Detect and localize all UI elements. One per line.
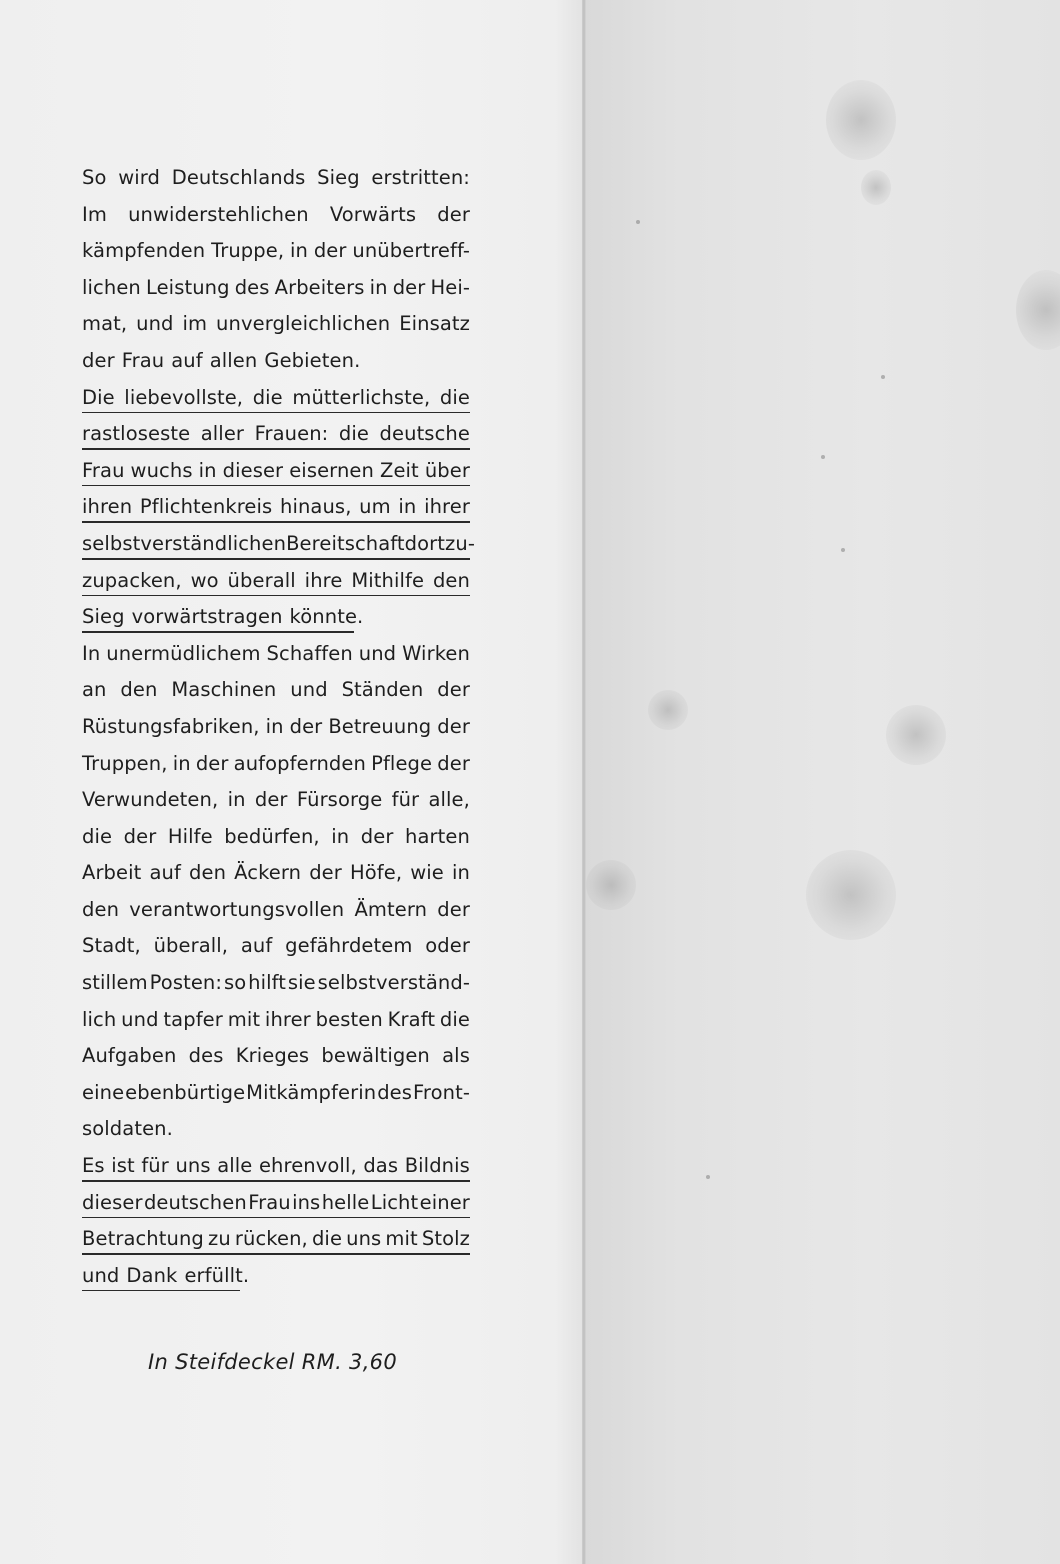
word: deutschen [143,1190,247,1214]
word: Höfe, [349,861,403,885]
word: im [182,312,208,336]
word: Pflichtenkreis [139,495,273,519]
word: ihrer [424,495,470,519]
paper-stain [648,690,688,730]
text-line [82,819,470,856]
word: das [363,1154,399,1178]
word: überall [227,568,296,592]
word: des [234,275,270,299]
word: wird [118,166,161,189]
word: hilft [248,971,286,995]
text-line [82,599,470,636]
word: Bildnis [404,1154,470,1178]
text-line [82,453,470,490]
text-line [82,1258,470,1295]
word: die [82,824,113,848]
text-line [82,197,470,234]
word: Bereitschaft [286,531,405,555]
word: Die [82,385,115,409]
word: der [437,202,470,226]
text-line [82,1221,470,1258]
text-line [82,636,470,673]
word: Verwundeten, [82,788,219,812]
word: selbstverständlichen [82,531,287,555]
word: Krieges [235,1044,310,1068]
word: eine [82,1080,125,1104]
word: Arbeit [82,861,142,885]
word: und [82,1263,120,1287]
text-line [82,1148,470,1185]
word: erstritten: [371,166,470,189]
word: Wirken [402,641,470,665]
word: den [82,897,120,921]
price-line: In Steifdeckel RM. 3,60 [148,1350,397,1374]
word: Truppe, [211,239,285,263]
word: in [227,788,246,812]
word: soldaten. [82,1117,173,1141]
paper-stain [1016,270,1060,350]
word: alle [217,1154,253,1178]
text-line [82,1185,470,1222]
word: Front- [413,1080,470,1104]
paper-stain [586,860,636,910]
word: der [195,751,229,775]
text-line [82,782,470,819]
word: Leistung [145,275,230,299]
body-text [82,160,475,1294]
text-line [82,672,470,709]
word: oder [425,934,470,958]
word: rücken, [234,1227,308,1251]
word: Hei- [430,275,470,299]
word: unvergleichlichen [216,312,391,336]
paper-stain [806,850,896,940]
text-line [82,160,470,197]
word: auf [240,934,273,958]
word: uns [346,1227,382,1251]
word: Stolz [421,1227,470,1251]
word: Mithilfe [351,568,425,592]
word: Fürsorge [296,788,383,812]
text-line [82,892,470,929]
word: den [120,678,158,702]
word: Frauen: [254,422,329,446]
word: deutsche [379,422,470,446]
word: uns [175,1154,211,1178]
text-line [82,1075,470,1112]
text-line [82,306,470,343]
word: liebevollste, [124,385,244,409]
word: Arbeiters [274,275,365,299]
word: In [82,641,101,665]
paper-speck [841,548,845,552]
word: der [437,678,470,702]
word: um [359,495,391,519]
word: für [141,1154,169,1178]
word: bewältigen [321,1044,430,1068]
word: dieser [222,458,284,482]
text-line [82,563,470,600]
word: Schaffen [266,641,353,665]
paper-speck [706,1175,710,1179]
word: aufopfernden [233,751,366,775]
text-line [82,1002,470,1039]
text-line [82,233,470,270]
word: Hilfe [167,824,213,848]
word: Kraft [387,1007,436,1031]
word: zupacken, [82,568,182,592]
word: auf [171,348,203,372]
word: helle [321,1190,370,1214]
word: Betreuung [328,714,432,738]
word: alle, [428,788,470,812]
word: in [331,824,350,848]
word: Im [82,202,107,226]
word: So [82,166,107,189]
word: Ständen [341,678,424,702]
word: und [358,641,397,665]
word: Sieg [82,605,125,629]
word: in [265,714,284,738]
word: Deutschlands [171,166,306,189]
word: in [398,495,417,519]
word: besten [315,1007,383,1031]
word: Posten: [149,971,223,995]
word: Vorwärts [329,202,417,226]
word: mit [385,1227,418,1251]
word: zu- [445,531,475,555]
word: ebenbürtige [125,1080,246,1104]
text-line [82,416,470,453]
word: ehrenvoll, [258,1154,357,1178]
text-line [82,928,470,965]
paragraph [82,160,470,380]
word: mat, [82,312,128,336]
word: der [360,824,394,848]
word: Licht [370,1190,419,1214]
word: Äckern [234,861,302,885]
word: wie [410,861,444,885]
word: der [313,239,347,263]
word: Einsatz [399,312,470,336]
word: Dank [126,1263,178,1287]
word: die [439,1007,470,1031]
word: allen [209,348,258,372]
word: sie [287,971,316,995]
word: für [391,788,420,812]
word: die [338,422,369,446]
word: wo [190,568,219,592]
word: Zeit [379,458,419,482]
word: in [198,458,217,482]
word: in [451,861,470,885]
word: auf [149,861,181,885]
word: Ämtern [354,897,428,921]
word: Pflege [371,751,433,775]
word: dort [404,531,446,555]
text-line [82,380,470,417]
paper-stain [861,170,891,205]
word: Stadt, [82,934,141,958]
word: gefährdetem [285,934,413,958]
word: und [290,678,328,702]
word: Frau [248,1190,291,1214]
text-line [82,709,470,746]
word: Frau [82,458,125,482]
word: wuchs [130,458,193,482]
word: kämpfenden [82,239,206,263]
word: Es [82,1154,105,1178]
word: der [289,714,323,738]
word: ins [292,1190,321,1214]
word: hinaus, [279,495,352,519]
word: in [290,239,308,263]
text-line [82,1038,470,1075]
paragraph [82,636,470,1148]
word: Mitkämpferin [246,1080,377,1104]
word: überall, [153,934,229,958]
word: tapfer [163,1007,223,1031]
word: der [309,861,342,885]
word: die [439,385,470,409]
word: verantwortungsvollen [129,897,345,921]
word: zu [208,1227,231,1251]
word: dieser [82,1190,143,1214]
word: der [82,348,115,372]
word: in [369,275,388,299]
word: des [188,1044,224,1068]
word: den [189,861,227,885]
word: so [223,971,247,995]
word: ist [111,1154,135,1178]
word: die [311,1227,343,1251]
word: Maschinen [171,678,277,702]
word: in [172,751,191,775]
word: Betrachtung [82,1227,204,1251]
word: Gebieten. [264,348,361,372]
word: und [136,312,174,336]
text-line [82,1111,470,1148]
paper-speck [821,455,825,459]
word: aller [200,422,245,446]
word: Sieg [317,166,360,189]
word: den [432,568,470,592]
word: unwiderstehlichen [128,202,309,226]
word: des [377,1080,413,1104]
word: unübertreff- [352,239,470,263]
word: mit [227,1007,261,1031]
word: eisernen [289,458,374,482]
word: der [437,714,470,738]
word: einer [419,1190,470,1214]
word: Truppen, [82,751,168,775]
word: und [121,1007,159,1031]
word: als [442,1044,470,1068]
word: lich [82,1007,117,1031]
paper-speck [636,220,640,224]
word: ihre [304,568,343,592]
underlined-paragraph [82,1148,470,1294]
word: die [252,385,283,409]
text-line [82,489,470,526]
word: erfüllt. [184,1263,250,1287]
word: Frau [121,348,165,372]
word: der [437,897,470,921]
text-line [82,965,470,1002]
word: vorwärtstragen [131,605,283,629]
word: rastloseste [82,422,191,446]
paper-speck [881,375,885,379]
word: selbstverständ- [317,971,470,995]
word: Aufgaben [82,1044,177,1068]
word: lichen [82,275,141,299]
text-line [82,270,470,307]
word: mütterlichste, [292,385,431,409]
word: über [424,458,470,482]
word: der [437,751,470,775]
word: ihrer [264,1007,311,1031]
word: bedürfen, [224,824,320,848]
right-page [586,0,1060,1564]
paper-stain [826,80,896,160]
text-line [82,855,470,892]
word: könnte. [289,605,364,629]
word: harten [405,824,470,848]
paper-stain [886,705,946,765]
word: unermüdlichem [106,641,261,665]
text-line [82,746,470,783]
word: der [254,788,288,812]
text-line [82,526,475,563]
word: Rüstungsfabriken, [82,714,260,738]
word: der [392,275,426,299]
word: der [123,824,157,848]
text-line [82,343,470,380]
word: stillem [82,971,148,995]
word: an [82,678,107,702]
word: ihren [82,495,133,519]
underlined-paragraph [82,380,475,636]
